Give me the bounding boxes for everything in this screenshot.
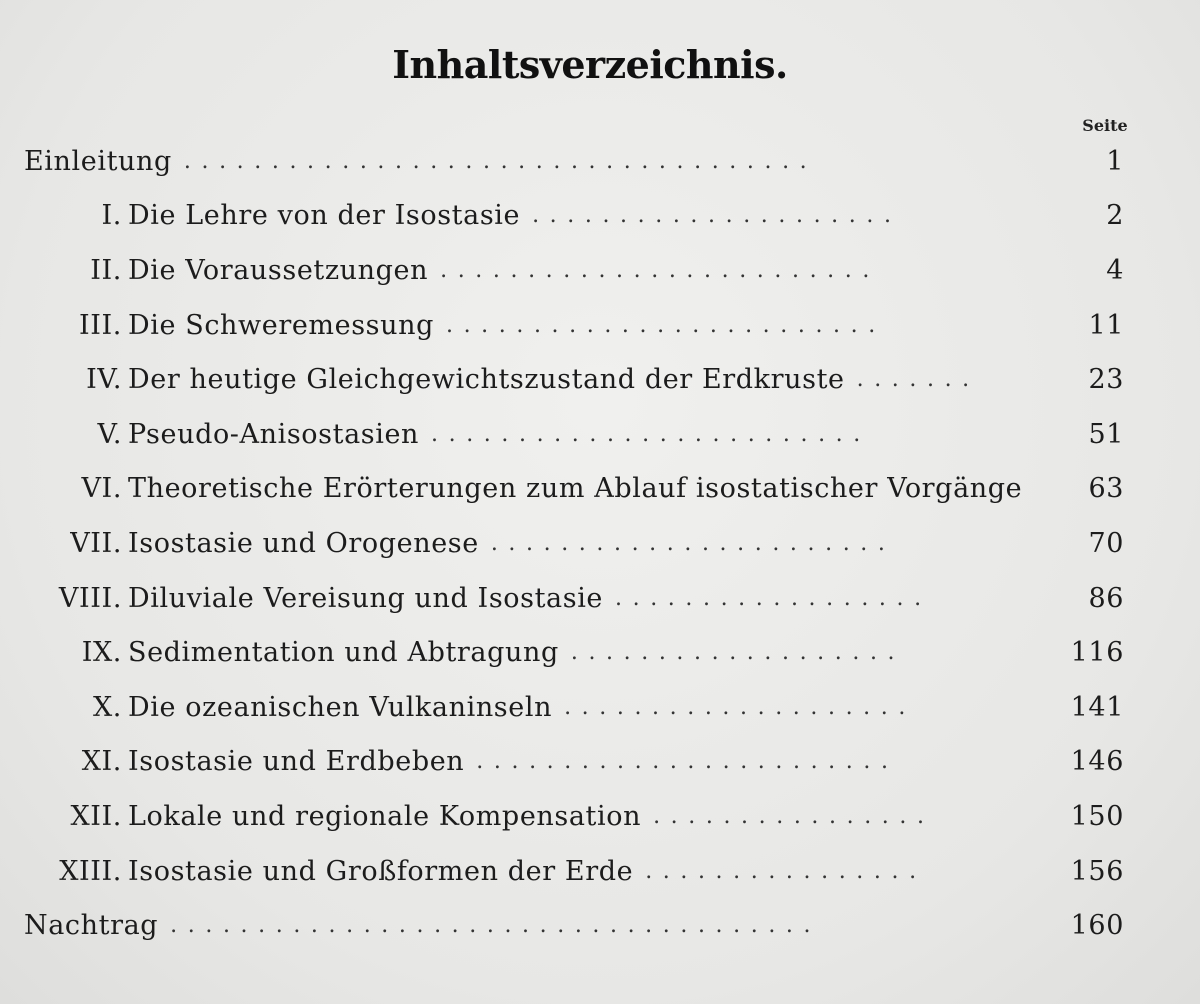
chapter-title: Die Lehre von der Isostasie	[128, 200, 521, 232]
chapter-title: Einleitung	[24, 145, 172, 177]
chapter-title: Isostasie und Erdbeben	[128, 746, 465, 778]
page-number: 141	[1070, 691, 1124, 723]
page-number: 146	[1070, 746, 1124, 778]
dot-leader: ................	[645, 858, 927, 884]
toc-entry-text	[128, 419, 419, 450]
dot-leader: .....................................	[170, 913, 822, 939]
toc-entry-text	[128, 856, 633, 887]
toc-entry-text	[128, 637, 559, 668]
toc-entry[interactable]	[0, 680, 1200, 735]
toc-entry[interactable]	[0, 735, 1200, 790]
dot-leader: ..................	[615, 585, 932, 611]
toc-entry-text	[128, 692, 552, 723]
page-number: 1	[1106, 145, 1124, 177]
page-number: 2	[1106, 200, 1124, 232]
chapter-title: Der heutige Gleichgewichtszustand der Erdkruste	[128, 364, 845, 396]
toc-entry-text	[128, 310, 434, 341]
toc-entry-text	[24, 910, 158, 941]
chapter-numeral: IX.	[81, 637, 122, 669]
toc-entry[interactable]	[0, 789, 1200, 844]
dot-leader: .........................	[445, 312, 886, 338]
page-number: 11	[1088, 309, 1124, 341]
chapter-numeral: VI.	[81, 473, 122, 505]
page-column-header: Seite	[1082, 116, 1128, 135]
toc-entry[interactable]	[0, 571, 1200, 626]
toc-entry-text	[128, 583, 603, 614]
toc-entry[interactable]	[0, 516, 1200, 571]
page-title: Inhaltsverzeichnis.	[392, 42, 788, 87]
toc-entry[interactable]	[0, 407, 1200, 462]
chapter-title: Sedimentation und Abtragung	[128, 637, 559, 669]
dot-leader: ...................	[570, 640, 906, 666]
chapter-title: Die Voraussetzungen	[128, 254, 429, 286]
toc-entry[interactable]	[0, 189, 1200, 244]
chapter-title: Pseudo-Anisostasien	[128, 418, 420, 450]
page-number: 116	[1070, 637, 1124, 669]
toc-entry-text	[128, 364, 845, 395]
dot-leader: ....................................	[183, 148, 818, 174]
chapter-numeral: XIII.	[59, 855, 122, 887]
page-number: 150	[1070, 800, 1124, 832]
page-number: 156	[1070, 855, 1124, 887]
chapter-title: Theoretische Erörterungen zum Ablauf isostatischer Vorgänge	[128, 473, 1023, 505]
chapter-numeral: IV.	[86, 364, 122, 396]
toc-entry[interactable]	[0, 844, 1200, 899]
page-number: 4	[1106, 254, 1124, 286]
page-number: 51	[1088, 418, 1124, 450]
dot-leader: .........................	[431, 421, 871, 447]
chapter-numeral: XII.	[70, 800, 122, 832]
chapter-numeral: VIII.	[58, 582, 122, 614]
toc-entry-text	[128, 801, 641, 832]
dot-leader: ........................	[476, 749, 899, 775]
chapter-numeral: V.	[97, 418, 122, 450]
toc-entry[interactable]	[0, 625, 1200, 680]
dot-leader: .........................	[440, 257, 880, 283]
toc-entry[interactable]	[0, 462, 1200, 517]
dot-leader: ................	[653, 803, 935, 829]
chapter-numeral: XI.	[81, 746, 122, 778]
chapter-numeral: II.	[90, 254, 122, 286]
toc-entry-text	[128, 200, 520, 231]
chapter-title: Lokale und regionale Kompensation	[128, 800, 642, 832]
toc-entry-text	[24, 146, 172, 177]
toc-entry-text	[128, 473, 1022, 504]
toc-entry[interactable]	[0, 898, 1200, 953]
page-number: 70	[1088, 527, 1124, 559]
chapter-title: Nachtrag	[24, 910, 159, 942]
dot-leader: .......................	[490, 530, 896, 556]
chapter-title: Isostasie und Orogenese	[128, 527, 479, 559]
toc-entry-text	[128, 746, 464, 777]
chapter-title: Die Schweremessung	[128, 309, 434, 341]
dot-leader: .......	[856, 367, 980, 393]
page-number: 86	[1088, 582, 1124, 614]
page-number: 23	[1088, 364, 1124, 396]
chapter-numeral: III.	[79, 309, 122, 341]
toc-entry[interactable]	[0, 298, 1200, 353]
toc-entry-text	[128, 528, 479, 559]
chapter-numeral: I.	[101, 200, 122, 232]
chapter-title: Diluviale Vereisung und Isostasie	[128, 582, 604, 614]
dot-leader: ....................	[564, 694, 916, 720]
page-number: 63	[1088, 473, 1124, 505]
toc-entry-text	[128, 255, 428, 286]
page-number: 160	[1070, 910, 1124, 942]
dot-leader: .....................	[532, 203, 902, 229]
toc-entry[interactable]	[0, 134, 1200, 189]
chapter-numeral: VII.	[70, 527, 122, 559]
toc-entry[interactable]	[0, 352, 1200, 407]
chapter-numeral: X.	[92, 691, 122, 723]
chapter-title: Isostasie und Großformen der Erde	[128, 855, 634, 887]
chapter-title: Die ozeanischen Vulkaninseln	[128, 691, 553, 723]
toc-entry[interactable]	[0, 243, 1200, 298]
